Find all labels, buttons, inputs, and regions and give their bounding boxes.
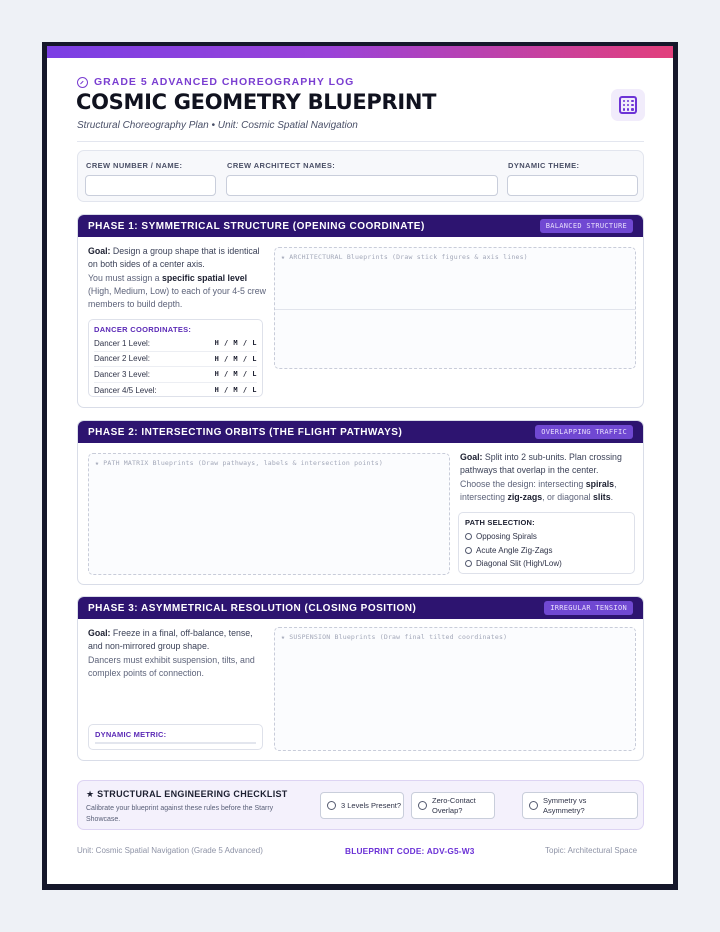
radio-icon[interactable] (465, 560, 472, 567)
level-selector[interactable]: H / M / L (214, 370, 257, 379)
phase-1-header (78, 215, 643, 237)
footer-topic: Topic: Architectural Space (545, 846, 638, 855)
path-matrix-blueprint-area[interactable] (88, 453, 450, 575)
crew-number-label: CREW NUMBER / NAME: (86, 161, 183, 170)
checklist-subtitle: Calibrate your blueprint against these rules before the Starry Showcase. (86, 805, 274, 823)
phase-1-instructions: Goal: Design a group shape that is identical on both sides of a center axis. You must assign a specific spatial level (High, Medium, Low) to each of your 4-5 crew members to build depth. (88, 246, 266, 309)
phase-2-instructions: Goal: Split into 2 sub-units. Plan crossing pathways that overlap in the center. Choose the design: intersecting spirals, intersecting zig-zags, or diagonal slits. (460, 452, 622, 502)
level-selector[interactable]: H / M / L (214, 354, 257, 363)
checklist-item-symmetry[interactable]: Symmetry vs Asymmetry? (522, 792, 638, 819)
blueprint-caption: ★ SUSPENSION Blueprints (Draw final tilted coordinates) (281, 633, 508, 641)
phase-3-instructions: Goal: Freeze in a final, off-balance, tense, and non-mirrored group shape. Dancers must exhibit suspension, tilts, and complex points of connection. (88, 628, 255, 678)
phase-3-header (78, 597, 643, 619)
dynamic-metric-title: DYNAMIC METRIC: (95, 730, 167, 739)
phase-2-panel (77, 420, 644, 585)
coord-row: Dancer 4/5 Level: H / M / L (94, 385, 257, 395)
phase-2-header (78, 421, 643, 443)
checkbox-circle-icon[interactable] (327, 801, 336, 810)
radio-icon[interactable] (465, 547, 472, 554)
coords-title: DANCER COORDINATES: (94, 325, 192, 334)
phase-2-title: PHASE 2: INTERSECTING ORBITS (THE FLIGHT PATHWAYS) (88, 426, 403, 438)
coord-row: Dancer 2 Level: H / M / L (94, 352, 257, 368)
phase-3-tag: IRREGULAR TENSION (544, 601, 633, 615)
phase-1-title: PHASE 1: SYMMETRICAL STRUCTURE (OPENING COORDINATE) (88, 220, 425, 232)
gradient-top-bar (47, 46, 673, 58)
phase-2-tag: OVERLAPPING TRAFFIC (535, 425, 633, 439)
phase-1-panel (77, 214, 644, 408)
kicker-text: GRADE 5 ADVANCED CHOREOGRAPHY LOG (94, 76, 355, 88)
suspension-blueprint-area[interactable] (274, 627, 636, 751)
blueprint-divider (275, 309, 635, 310)
footer-unit: Unit: Cosmic Spatial Navigation (Grade 5 Advanced) (77, 846, 263, 855)
compass-icon (77, 77, 88, 88)
phase-3-panel (77, 596, 644, 761)
grid-icon-badge (611, 89, 645, 121)
radio-icon[interactable] (465, 533, 472, 540)
checklist-item-levels[interactable]: 3 Levels Present? (320, 792, 404, 819)
phase-1-tag: BALANCED STRUCTURE (540, 219, 633, 233)
checklist-item-overlap[interactable]: Zero-Contact Overlap? (411, 792, 495, 819)
level-selector[interactable]: H / M / L (214, 386, 257, 395)
blueprint-caption: ★ PATH MATRIX Blueprints (Draw pathways, labels & intersection points) (95, 459, 383, 467)
dancer-coordinates-box (88, 319, 263, 397)
worksheet-frame (42, 42, 678, 890)
checkbox-circle-icon[interactable] (529, 801, 538, 810)
checklist-title: ★ STRUCTURAL ENGINEERING CHECKLIST (86, 789, 288, 799)
crew-number-field[interactable] (85, 175, 216, 196)
dynamic-metric-box[interactable] (88, 724, 263, 750)
crew-architect-field[interactable] (226, 175, 498, 196)
blueprint-caption: ★ ARCHITECTURAL Blueprints (Draw stick figures & axis lines) (281, 253, 528, 261)
worksheet-page (47, 46, 673, 884)
dynamic-theme-field[interactable] (507, 175, 638, 196)
coord-row: Dancer 1 Level: H / M / L (94, 336, 257, 352)
phase-3-title: PHASE 3: ASYMMETRICAL RESOLUTION (CLOSING POSITION) (88, 602, 417, 614)
page-subtitle: Structural Choreography Plan • Unit: Cosmic Spatial Navigation (77, 120, 358, 131)
footer-blueprint-code: BLUEPRINT CODE: ADV-G5-W3 (345, 846, 475, 856)
checkbox-circle-icon[interactable] (418, 801, 427, 810)
path-option[interactable]: Acute Angle Zig-Zags (465, 544, 628, 558)
dynamic-theme-label: DYNAMIC THEME: (508, 161, 580, 170)
crew-info-panel (77, 150, 644, 202)
path-option[interactable]: Opposing Spirals (465, 530, 628, 544)
engineering-checklist (77, 780, 644, 830)
coord-row: Dancer 3 Level: H / M / L (94, 367, 257, 383)
crew-architect-label: CREW ARCHITECT NAMES: (227, 161, 336, 170)
architectural-blueprint-area[interactable] (274, 247, 636, 369)
path-selection-box (458, 512, 635, 574)
path-selection-title: PATH SELECTION: (465, 518, 535, 527)
page-title: COSMIC GEOMETRY BLUEPRINT (76, 90, 437, 114)
path-option[interactable]: Diagonal Slit (High/Low) (465, 557, 628, 571)
metric-line (95, 742, 256, 744)
header-divider (77, 141, 644, 142)
grade-kicker (77, 76, 354, 88)
grid-icon (619, 96, 637, 114)
level-selector[interactable]: H / M / L (214, 339, 257, 348)
